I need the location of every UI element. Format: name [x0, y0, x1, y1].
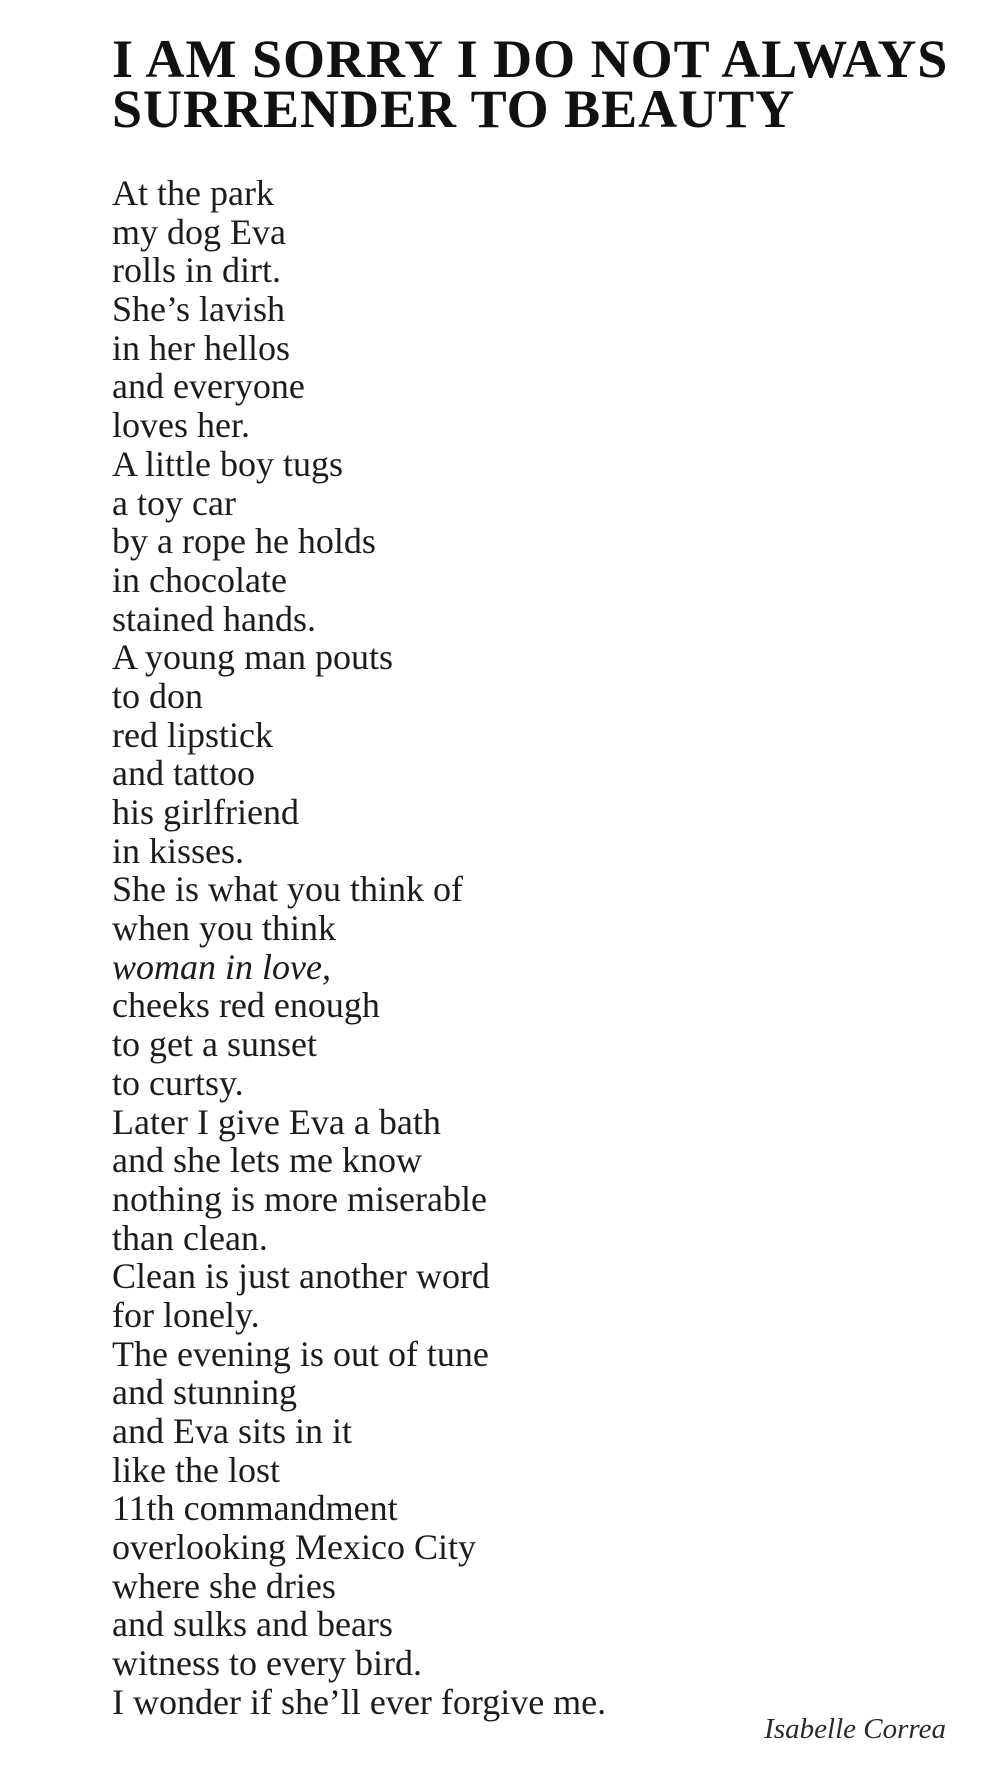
- poem-line: by a rope he holds: [112, 521, 376, 562]
- poem-line: like the lost: [112, 1449, 280, 1490]
- poem-line: She is what you think of: [112, 869, 463, 910]
- poem-line: a toy car: [112, 482, 236, 523]
- poem-line: A young man pouts: [112, 637, 394, 678]
- poem-line: and tattoo: [112, 753, 255, 794]
- poem-line: At the park: [112, 173, 274, 213]
- poem-title: [112, 29, 972, 139]
- poem-line: and sulks and bears: [112, 1604, 393, 1645]
- poem-line: and stunning: [112, 1372, 297, 1413]
- poem-line: cheeks red enough: [112, 985, 380, 1026]
- author-signature: Isabelle Correa: [764, 1713, 946, 1745]
- poem-line: to curtsy.: [112, 1062, 244, 1103]
- poem-line: witness to every bird.: [112, 1643, 422, 1684]
- poem-line: for lonely.: [112, 1294, 260, 1335]
- poem-line: I wonder if she’ll ever forgive me.: [112, 1681, 607, 1722]
- poem-line: She’s lavish: [112, 289, 286, 330]
- poem-line: in kisses.: [112, 830, 245, 871]
- poem-line: and everyone: [112, 366, 305, 407]
- poem-line: when you think: [112, 908, 336, 949]
- poem-body: [112, 174, 606, 1722]
- poem-line: than clean.: [112, 1217, 268, 1258]
- poem-line: A little boy tugs: [112, 443, 344, 484]
- poem-line: where she dries: [112, 1565, 336, 1606]
- poem-line: loves her.: [112, 405, 250, 446]
- poem-line: in her hellos: [112, 327, 290, 368]
- poem-line: Later I give Eva a bath: [112, 1101, 441, 1142]
- poem-line: rolls in dirt.: [112, 250, 281, 291]
- poem-line: stained hands.: [112, 598, 316, 639]
- poem-line: Clean is just another word: [112, 1256, 490, 1297]
- poem-line: nothing is more miserable: [112, 1178, 487, 1219]
- poem-title-line-1: I AM SORRY I DO NOT ALWAYS: [112, 29, 949, 89]
- poem-line: 11th commandment: [112, 1488, 398, 1529]
- poem-line: my dog Eva: [112, 211, 286, 252]
- poem-line: and Eva sits in it: [112, 1411, 352, 1451]
- poem-line: red lipstick: [112, 714, 273, 755]
- poem-line: and she lets me know: [112, 1140, 422, 1181]
- poem-line: overlooking Mexico City: [112, 1527, 476, 1568]
- poem-title-line-2: SURRENDER TO BEAUTY: [112, 79, 796, 139]
- poem-line: to don: [112, 675, 204, 716]
- poem-line: The evening is out of tune: [112, 1333, 489, 1374]
- poem-line: to get a sunset: [112, 1024, 317, 1065]
- poem-line: his girlfriend: [112, 792, 299, 832]
- poem-line: woman in love,: [112, 946, 331, 987]
- poem-line: in chocolate: [112, 559, 287, 600]
